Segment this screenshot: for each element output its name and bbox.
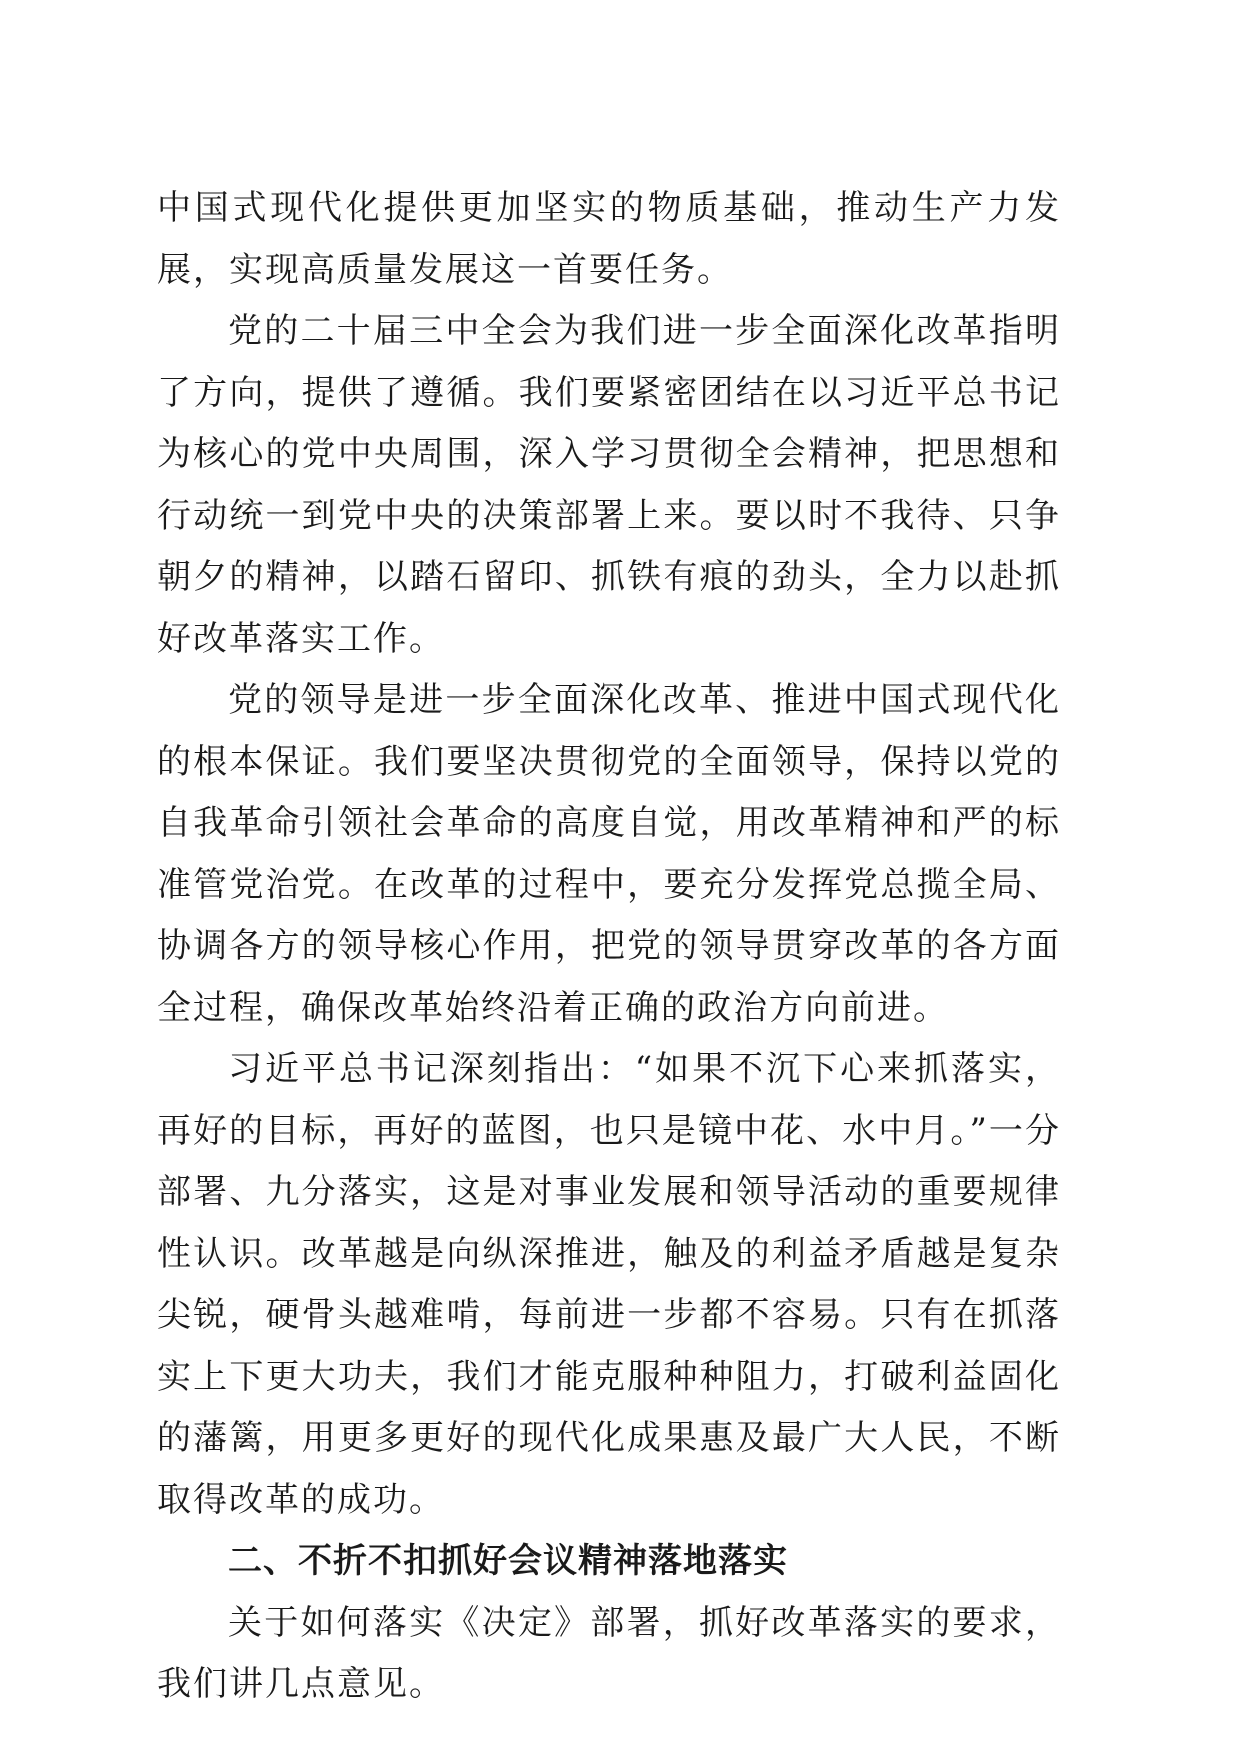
paragraph-continuation: 中国式现代化提供更加坚实的物质基础，推动生产力发展，实现高质量发展这一首要任务。 (157, 188, 1061, 290)
section-heading: 二、不折不扣抓好会议精神落地落实 (228, 1541, 788, 1581)
paragraph-party-leadership: 党的领导是进一步全面深化改革、推进中国式现代化的根本保证。我们要坚决贯彻党的全面领导，保持以党的自我革命引领社会革命的高度自觉，用改革精神和严的标准管党治党。在改革的过程中，要充分发挥党总揽全局、协调各方的领导核心作用，把党的领导贯穿改革的各方面全过程，确保改革始终沿着正确的政治方向前进。 (157, 680, 1061, 1028)
paragraph-implementation-quote: 习近平总书记深刻指出：“如果不沉下心来抓落实，再好的目标，再好的蓝图，也只是镜中花、水中月。”一分部署、九分落实，这是对事业发展和领导活动的重要规律性认识。改革越是向纵深推进，触及的利益矛盾越是复杂尖锐，硬骨头越难啃，每前进一步都不容易。只有在抓落实上下更大功夫，我们才能克服种种阻力，打破利益固化的藩篱，用更多更好的现代化成果惠及最广大人民，不断取得改革的成功。 (157, 1049, 1061, 1520)
document-body (157, 178, 1061, 1716)
paragraph-closing: 关于如何落实《决定》部署，抓好改革落实的要求，我们讲几点意见。 (157, 1602, 1061, 1704)
paragraph-plenum-guidance: 党的二十届三中全会为我们进一步全面深化改革指明了方向，提供了遵循。我们要紧密团结在以习近平总书记为核心的党中央周围，深入学习贯彻全会精神，把思想和行动统一到党中央的决策部署上来。要以时不我待、只争朝夕的精神，以踏石留印、抓铁有痕的劲头，全力以赴抓好改革落实工作。 (157, 311, 1061, 659)
